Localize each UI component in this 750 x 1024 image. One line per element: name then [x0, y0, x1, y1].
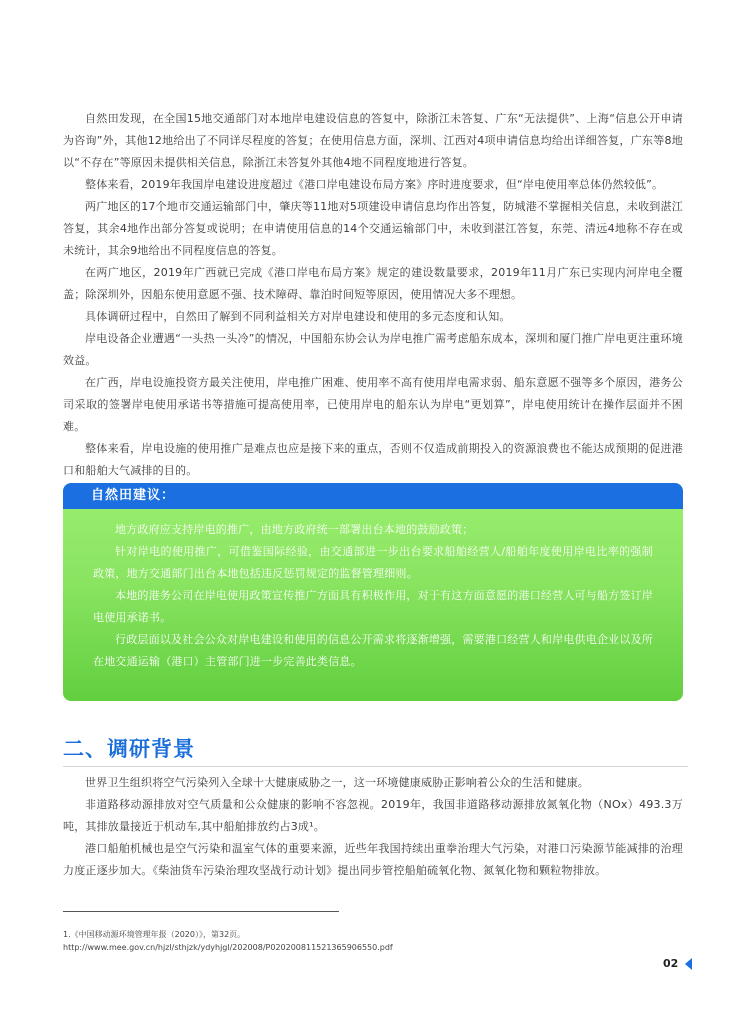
left-pointing-arrow-icon — [683, 958, 693, 970]
intro-paragraph-7: 在广西，岸电设施投资方最关注使用，岸电推广困难、使用率不高有使用岸电需求弱、船东意愿不强等多个原因，港务公司采取的签署岸电使用承诺书等措施可提高使用率，已使用岸电的船东认为岸电“更划算”，岸电使用统计在操作层面并不困难。 — [63, 376, 683, 433]
intro-paragraph-8: 整体来看，岸电设施的使用推广是难点也应是接下来的重点，否则不仅造成前期投入的资源浪费也不能达成预期的促进港口和船舶大气减排的目的。 — [63, 442, 683, 477]
intro-paragraph-6: 岸电设备企业遭遇“一头热一头冷”的情况，中国船东协会认为岸电推广需考虑船东成本，深圳和厦门推广岸电更注重环境效益。 — [63, 332, 683, 367]
recommendation-paragraph-4: 行政层面以及社会公众对岸电建设和使用的信息公开需求将逐渐增强，需要港口经营人和岸电供电企业以及所在地交通运输（港口）主管部门进一步完善此类信息。 — [93, 633, 653, 668]
intro-paragraph-2: 整体来看，2019年我国岸电建设进度超过《港口岸电建设布局方案》序时进度要求，但“岸电使用率总体仍然较低”。 — [85, 178, 664, 191]
recommendation-box-body — [63, 509, 683, 673]
recommendation-paragraph-1: 地方政府应支持岸电的推广，由地方政府统一部署出台本地的鼓励政策； — [115, 523, 474, 536]
intro-paragraph-5: 具体调研过程中，自然田了解到不同利益相关方对岸电建设和使用的多元态度和认知。 — [85, 310, 511, 323]
intro-paragraph-1: 自然田发现，在全国15地交通部门对本地岸电建设信息的答复中，除浙江未答复、广东“无法提供”、上海“信息公开申请为咨询”外，其他12地给出了不同详尽程度的答复；在使用信息方面，深圳、江西对4项申请信息均给出详细答复，广东等8地以“不存在”等原因未提供相关信息，除浙江未答复外其他4地不同程度地进行答复。 — [63, 112, 683, 169]
intro-paragraph-3: 两广地区的17个地市交通运输部门中，肇庆等11地对5项建设申请信息均作出答复，防城港不掌握相关信息，未收到湛江答复，其余4地作出部分答复或说明；在申请使用信息的14个交通运输部门中，未收到湛江答复，东莞、清远4地称不存在或未统计，其余9地给出不同程度信息的答复。 — [63, 200, 683, 257]
intro-section — [63, 108, 683, 482]
recommendation-box-title: 自然田建议： — [63, 483, 683, 509]
intro-paragraph-4: 在两广地区，2019年广西就已完成《港口岸电布局方案》规定的建设数量要求，2019年11月广东已实现内河岸电全覆盖；除深圳外，因船东使用意愿不强、技术障碍、靠泊时间短等原因，使用情况大多不理想。 — [63, 266, 683, 301]
section-title: 二、调研背景 — [63, 737, 195, 761]
recommendation-box — [63, 483, 683, 701]
background-section — [63, 772, 683, 882]
footnote-citation: 1.《中国移动源环境管理年报（2020）》，第32页。 — [63, 930, 246, 939]
recommendation-paragraph-3: 本地的港务公司在岸电使用政策宣传推广方面具有积极作用，对于有这方面意愿的港口经营人可与船方签订岸电使用承诺书。 — [93, 589, 653, 624]
background-paragraph-2: 非道路移动源排放对空气质量和公众健康的影响不容忽视。2019年，我国非道路移动源排放氮氧化物（NOx）493.3万吨，其排放量接近于机动车,其中船舶排放约占3成¹。 — [63, 798, 683, 833]
footnote — [63, 928, 623, 954]
background-paragraph-1: 世界卫生组织将空气污染列入全球十大健康威胁之一，这一环境健康威胁正影响着公众的生活和健康。 — [85, 776, 589, 789]
background-paragraph-3: 港口船舶机械也是空气污染和温室气体的重要来源，近些年我国持续出重拳治理大气污染，对港口污染源节能减排的治理力度正逐步加大。《柴油货车污染治理攻坚战行动计划》提出同步管控船舶硫氧化物、氮氧化物和颗粒物排放。 — [63, 842, 683, 877]
section-divider — [63, 766, 688, 767]
page-number: 02 — [663, 957, 679, 970]
footnote-url: http://www.mee.gov.cn/hjzl/sthjzk/ydyhjgl/202008/P020200811521365906550.pdf — [63, 943, 393, 952]
footnote-divider — [63, 911, 339, 912]
recommendation-paragraph-2: 针对岸电的使用推广，可借鉴国际经验，由交通部进一步出台要求船舶经营人/船舶年度使用岸电比率的强制政策，地方交通部门出台本地包括违反惩罚规定的监督管理细则。 — [93, 545, 653, 580]
